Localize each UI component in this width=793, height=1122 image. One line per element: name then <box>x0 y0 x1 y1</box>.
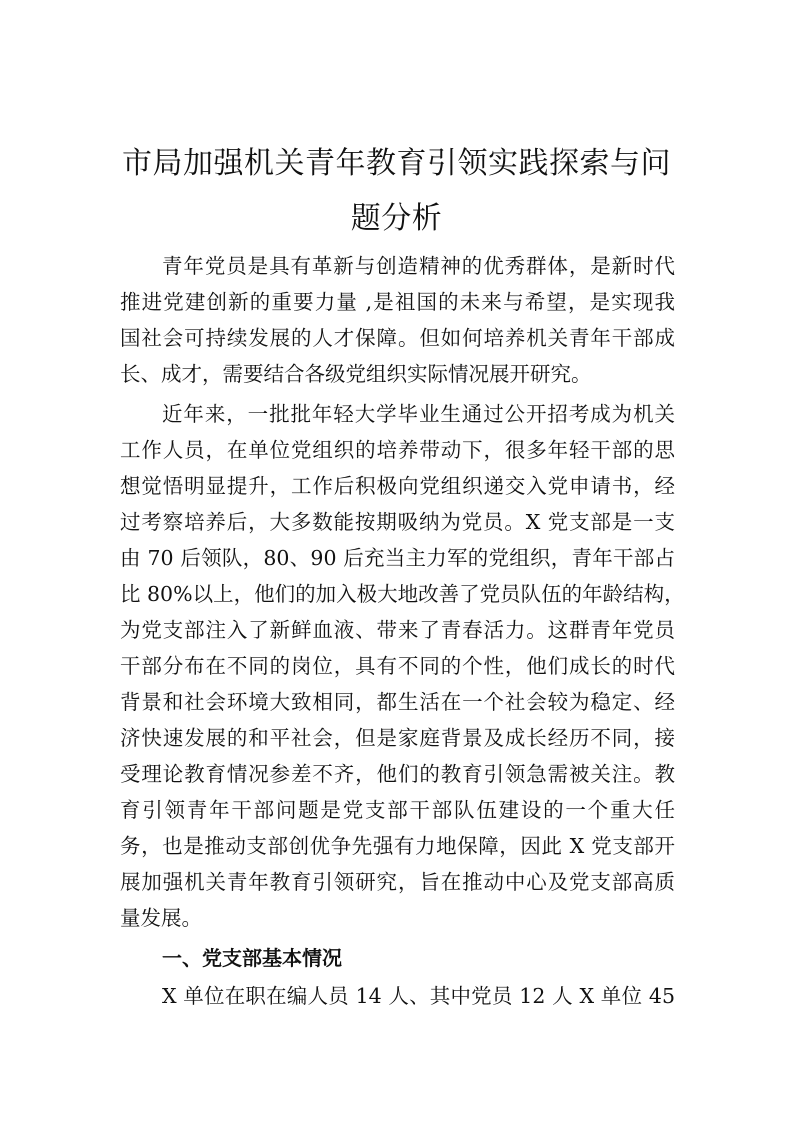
paragraph-2-line-4: 过考察培养后，大多数能按期吸纳为党员。X 党支部是一支 <box>120 510 675 534</box>
paragraph-2-line-9: 背景和社会环境大致相同，都生活在一个社会较为稳定、经 <box>120 690 675 714</box>
paragraph-3-line-1: X 单位在职在编人员 14 人、其中党员 12 人 X 单位 45 <box>162 984 675 1008</box>
paragraph-2-line-8: 干部分布在不同的岗位，具有不同的个性，他们成长的时代 <box>120 654 675 678</box>
document-title-line-2: 题分析 <box>350 201 443 236</box>
paragraph-2-line-2: 工作人员，在单位党组织的培养带动下，很多年轻干部的思 <box>120 438 675 462</box>
paragraph-2-line-11: 受理论教育情况参差不齐，他们的教育引领急需被关注。教 <box>120 762 675 786</box>
paragraph-2-line-12: 育引领青年干部问题是党支部干部队伍建设的一个重大任 <box>120 798 675 822</box>
paragraph-2-line-7: 为党支部注入了新鲜血液、带来了青春活力。这群青年党员 <box>120 618 675 642</box>
document-title-line-1: 市局加强机关青年教育引领实践探索与问 <box>122 146 671 181</box>
paragraph-2-line-5: 由 70 后领队，80、90 后充当主力军的党组织，青年干部占 <box>120 546 675 570</box>
paragraph-2-line-14: 展加强机关青年教育引领研究，旨在推动中心及党支部高质 <box>120 870 675 894</box>
paragraph-1-line-2: 推进党建创新的重要力量 ,是祖国的未来与希望，是实现我 <box>120 290 675 314</box>
paragraph-2-line-3: 想觉悟明显提升，工作后积极向党组织递交入党申请书，经 <box>120 474 675 498</box>
paragraph-1-line-3: 国社会可持续发展的人才保障。但如何培养机关青年干部成 <box>120 326 675 350</box>
paragraph-1-line-4: 长、成才，需要结合各级党组织实际情况展开研究。 <box>120 362 592 386</box>
paragraph-2-line-13: 务，也是推动支部创优争先强有力地保障，因此 X 党支部开 <box>120 834 675 858</box>
section-1-heading: 一、党支部基本情况 <box>162 946 342 970</box>
paragraph-1-line-1: 青年党员是具有革新与创造精神的优秀群体，是新时代 <box>162 254 675 278</box>
paragraph-2-line-15: 量发展。 <box>120 906 202 930</box>
paragraph-2-line-10: 济快速发展的和平社会，但是家庭背景及成长经历不同，接 <box>120 726 675 750</box>
paragraph-2-line-6: 比 80%以上，他们的加入极大地改善了党员队伍的年龄结构， <box>120 582 685 606</box>
paragraph-2-line-1: 近年来，一批批年轻大学毕业生通过公开招考成为机关 <box>162 402 675 426</box>
